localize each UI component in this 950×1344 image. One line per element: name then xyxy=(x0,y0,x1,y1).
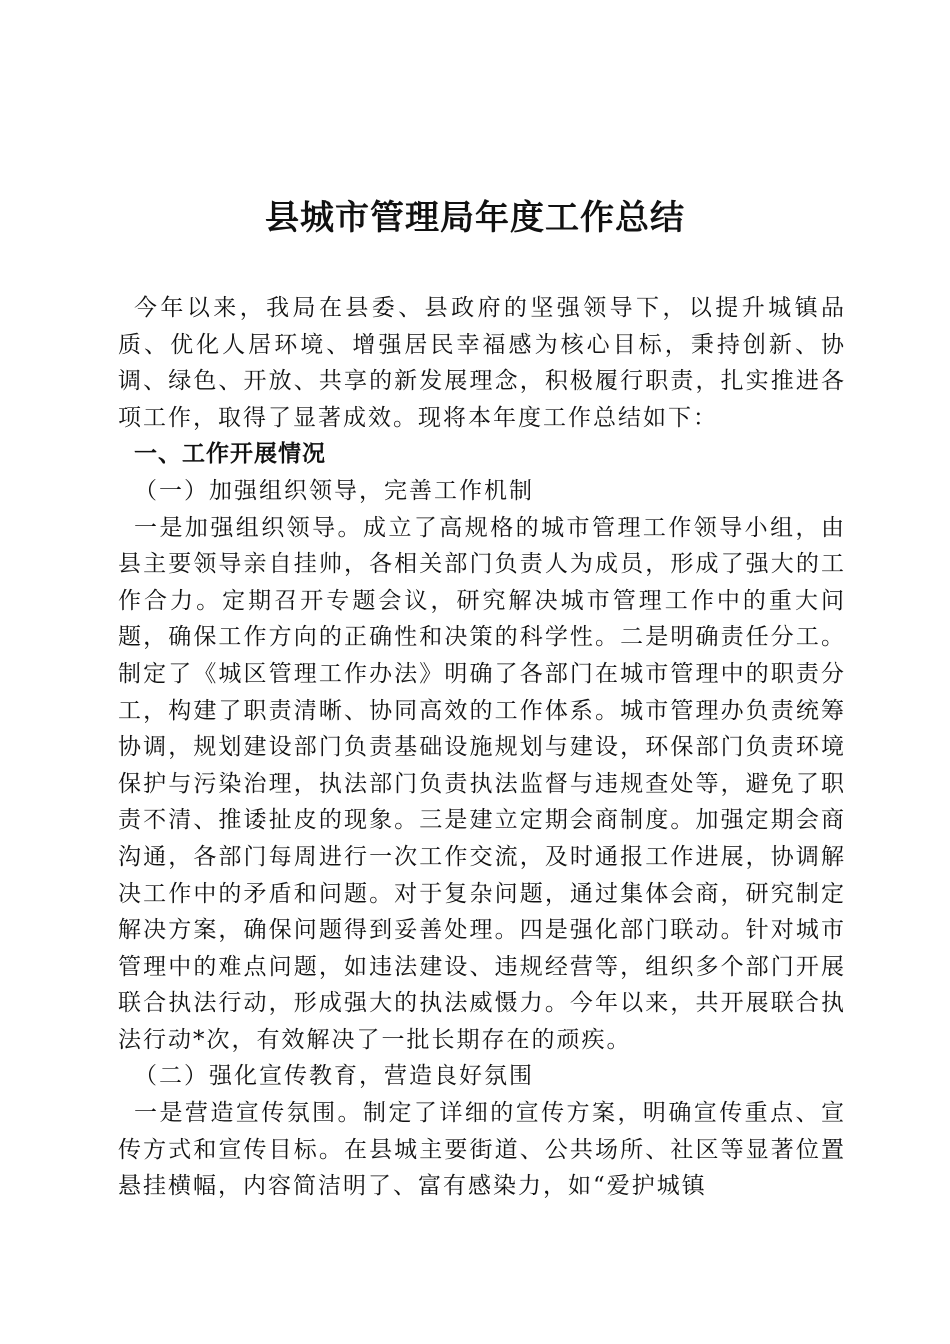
document-title: 县城市管理局年度工作总结 xyxy=(265,198,685,238)
subsection-heading-organization: （一）加强组织领导，完善工作机制 xyxy=(134,477,534,504)
section-heading-work-progress: 一、工作开展情况 xyxy=(134,441,326,468)
document-body xyxy=(118,290,846,1205)
subsection-heading-publicity: （二）强化宣传教育，营造良好氛围 xyxy=(134,1063,534,1090)
publicity-paragraph: 一是营造宣传氛围。制定了详细的宣传方案，明确宣传重点、宣传方式和宣传目标。在县城主要街道、公共场所、社区等显著位置悬挂横幅，内容简洁明了、富有感染力，如“爱护城镇 xyxy=(118,1100,846,1200)
organization-paragraph: 一是加强组织领导。成立了高规格的城市管理工作领导小组，由县主要领导亲自挂帅，各相关部门负责人为成员，形成了强大的工作合力。定期召开专题会议，研究解决城市管理工作中的重大问题，确保工作方向的正确性和决策的科学性。二是明确责任分工。制定了《城区管理工作办法》明确了各部门在城市管理中的职责分工，构建了职责清晰、协同高效的工作体系。城市管理办负责统筹协调，规划建设部门负责基础设施规划与建设，环保部门负责环境保护与污染治理，执法部门负责执法监督与违规查处等，避免了职责不清、推诿扯皮的现象。三是建立定期会商制度。加强定期会商沟通，各部门每周进行一次工作交流，及时通报工作进展，协调解决工作中的矛盾和问题。对于复杂问题，通过集体会商，研究制定解决方案，确保问题得到妥善处理。四是强化部门联动。针对城市管理中的难点问题，如违法建设、违规经营等，组织多个部门开展联合执法行动，形成强大的执法威慑力。今年以来，共开展联合执法行动*次，有效解决了一批长期存在的顽疾。 xyxy=(118,514,846,1053)
intro-paragraph: 今年以来，我局在县委、县政府的坚强领导下，以提升城镇品质、优化人居环境、增强居民幸福感为核心目标，秉持创新、协调、绿色、开放、共享的新发展理念，积极履行职责，扎实推进各项工作，取得了显著成效。现将本年度工作总结如下： xyxy=(118,295,846,431)
